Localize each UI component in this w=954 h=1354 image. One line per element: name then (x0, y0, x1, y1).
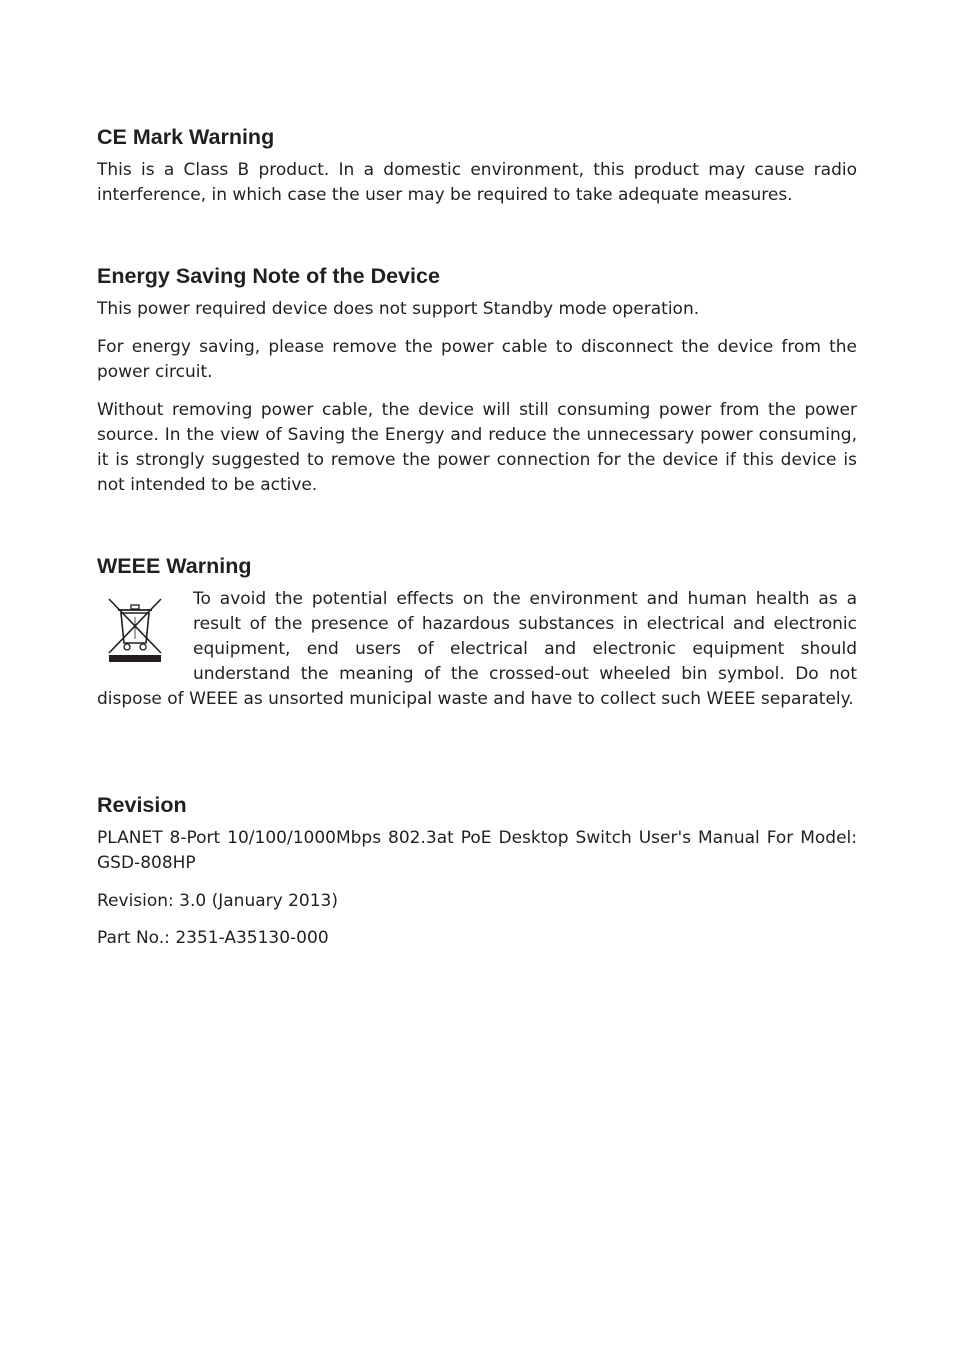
energy-saving-section (97, 262, 857, 498)
energy-saving-paragraph-2: For energy saving, please remove the power cable to disconnect the device from the power circuit. (97, 337, 857, 382)
weee-paragraph: To avoid the potential effects on the environment and human health as a result of the presence of hazardous substances in electrical and electronic equipment, end users of electrical and electronic equipment should understand the meaning of the crossed-out wheeled bin symbol. Do not dispose of WEEE as unsorted municipal waste and have to collect such WEEE separately. (97, 589, 857, 709)
energy-saving-paragraph-1: This power required device does not support Standby mode operation. (97, 299, 700, 319)
weee-section (97, 552, 857, 712)
weee-heading: WEEE Warning (97, 554, 252, 578)
ce-mark-section (97, 123, 857, 208)
revision-number: Revision: 3.0 (January 2013) (97, 891, 338, 911)
energy-saving-paragraph-3: Without removing power cable, the device will still consuming power from the power source. In the view of Saving the Energy and reduce the unnecessary power consuming, it is strongly suggested to remove the power connection for the device if this device is not intended to be active. (97, 400, 857, 495)
weee-body (97, 587, 857, 712)
energy-saving-heading: Energy Saving Note of the Device (97, 264, 440, 288)
revision-section (97, 791, 857, 951)
revision-heading: Revision (97, 793, 187, 817)
ce-mark-paragraph: This is a Class B product. In a domestic environment, this product may cause radio interference, in which case the user may be required to take adequate measures. (97, 160, 857, 205)
crossed-out-wheeled-bin-icon (103, 591, 167, 663)
revision-manual-title: PLANET 8-Port 10/100/1000Mbps 802.3at PoE Desktop Switch User's Manual For Model: GSD-808HP (97, 828, 857, 873)
ce-mark-heading: CE Mark Warning (97, 125, 275, 149)
part-number: Part No.: 2351-A35130-000 (97, 928, 329, 948)
